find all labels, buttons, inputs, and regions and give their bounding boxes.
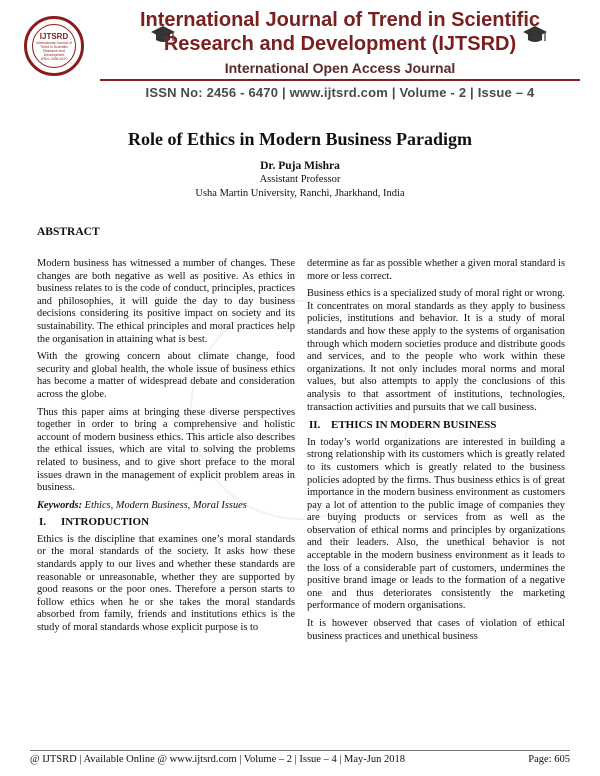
body-paragraph: It is however observed that cases of violation of ethical business practices and unethical business (307, 618, 565, 642)
left-column (37, 258, 295, 640)
logo-issn: ISSN: 2456-6470 (40, 56, 68, 61)
logo-abbreviation: IJTSRD (39, 31, 69, 41)
body-paragraph: Business ethics is a specialized study of moral right or wrong. It concentrates on moral standards as they apply to business policies, institutions and behavior. It is a study of moral standards and how these apply to the systems of organisation through which modern societies produce and distribute goods and services, and to the people who work within these organizations. It not only includes moral norms and moral values, but also attempts to apply the conclusions of this analysis to that assortment of institutions, technologies, transaction activities and pursuits that we call business. (307, 288, 565, 413)
section-heading-introduction (37, 516, 295, 529)
footer-citation: @ IJTSRD | Available Online @ www.ijtsrd.com | Volume – 2 | Issue – 4 | May-Jun 2018 (30, 754, 406, 765)
keywords-line (37, 500, 295, 513)
section-number: I. (39, 516, 47, 529)
logo-subtitle: International Journal of Trend in Scientific Research and Development (36, 40, 72, 57)
section-number: II. (309, 419, 321, 432)
abstract-paragraph: Modern business has witnessed a number of changes. These changes are both negative as well as positive. As ethics in business relates to is the code of conduct, principles, practices and philosophies, it will guide the day to day business decisions considering its positive impact on society and its sustainability. The ethical principles and moral practices help the organisation in attaining what is best. (37, 258, 295, 345)
right-column (307, 258, 565, 648)
header-divider (100, 79, 580, 81)
footer-divider (30, 750, 570, 751)
page-footer (30, 754, 570, 765)
section-title: ETHICS IN MODERN BUSINESS (331, 419, 497, 432)
journal-title (90, 8, 590, 56)
abstract-heading: ABSTRACT (37, 226, 100, 238)
keywords-value: Ethics, Modern Business, Moral Issues (82, 499, 247, 511)
page-number: Page: 605 (528, 754, 570, 765)
journal-title-line2: Research and Development (IJTSRD) (163, 33, 517, 55)
journal-header (0, 0, 600, 112)
journal-title-line1: International Journal of Trend in Scientific (139, 9, 541, 31)
author-name: Dr. Puja Mishra (260, 160, 340, 172)
keywords-label: Keywords: (37, 499, 83, 511)
paper-title: Role of Ethics in Modern Business Paradigm (127, 129, 472, 149)
author-affiliation: Usha Martin University, Ranchi, Jharkhand, India (195, 188, 405, 199)
author-position: Assistant Professor (259, 174, 341, 185)
section-title: INTRODUCTION (61, 516, 150, 529)
abstract-paragraph: With the growing concern about climate change, food security and global health, the whole issue of business ethics has become a matter of widespread debate and consideration across the globe. (37, 351, 295, 400)
journal-logo (24, 16, 84, 76)
abstract-paragraph: Thus this paper aims at bringing these diverse perspectives together in order to bring a comprehensive and holistic account of modern business ethics. This article also describes the ethical issues, which are vital to solving the problems related to business, and to give short preface to the moral issues drawn in the management of explicit problem areas in business. (37, 406, 295, 494)
open-access-label: International Open Access Journal (224, 60, 456, 76)
section-heading-ethics-modern-business (307, 419, 565, 432)
issn-line: ISSN No: 2456 - 6470 | www.ijtsrd.com | Volume - 2 | Issue – 4 (145, 85, 535, 100)
body-paragraph: determine as far as possible whether a given moral standard is more or less correct. (307, 258, 565, 282)
body-paragraph: In today’s world organizations are interested in building a strong relationship with its customers which is greatly related to its customers which is greatly related to the business policies adopted by the firms. Thus business ethics is of great importance in the modern business environment as customers pay a lot of attention to the public image of companies they are buying products or services from as well as the observation of ethical norms and principles by organizations and their leaders. Also, the unethical behavior is not acceptable in the modern business environment as it leads to the loss of a considerable part of customers, undermines the positive brand image or leads to the formation of a negative one and thus deteriorates consistently the marketing performance of modern organisations. (307, 436, 565, 612)
body-paragraph: Ethics is the discipline that examines one’s moral standards or the moral standards of the society. It asks how these standards apply to our lives and whether these standards are reasonable or unreasonable, whether they are supported by good reasons or the poor ones. Therefore a person starts to follow ethics when he or she takes the moral standards absorbed from family, friends and institutions ethics is the study of moral standards whose explicit purpose is to (37, 533, 295, 634)
